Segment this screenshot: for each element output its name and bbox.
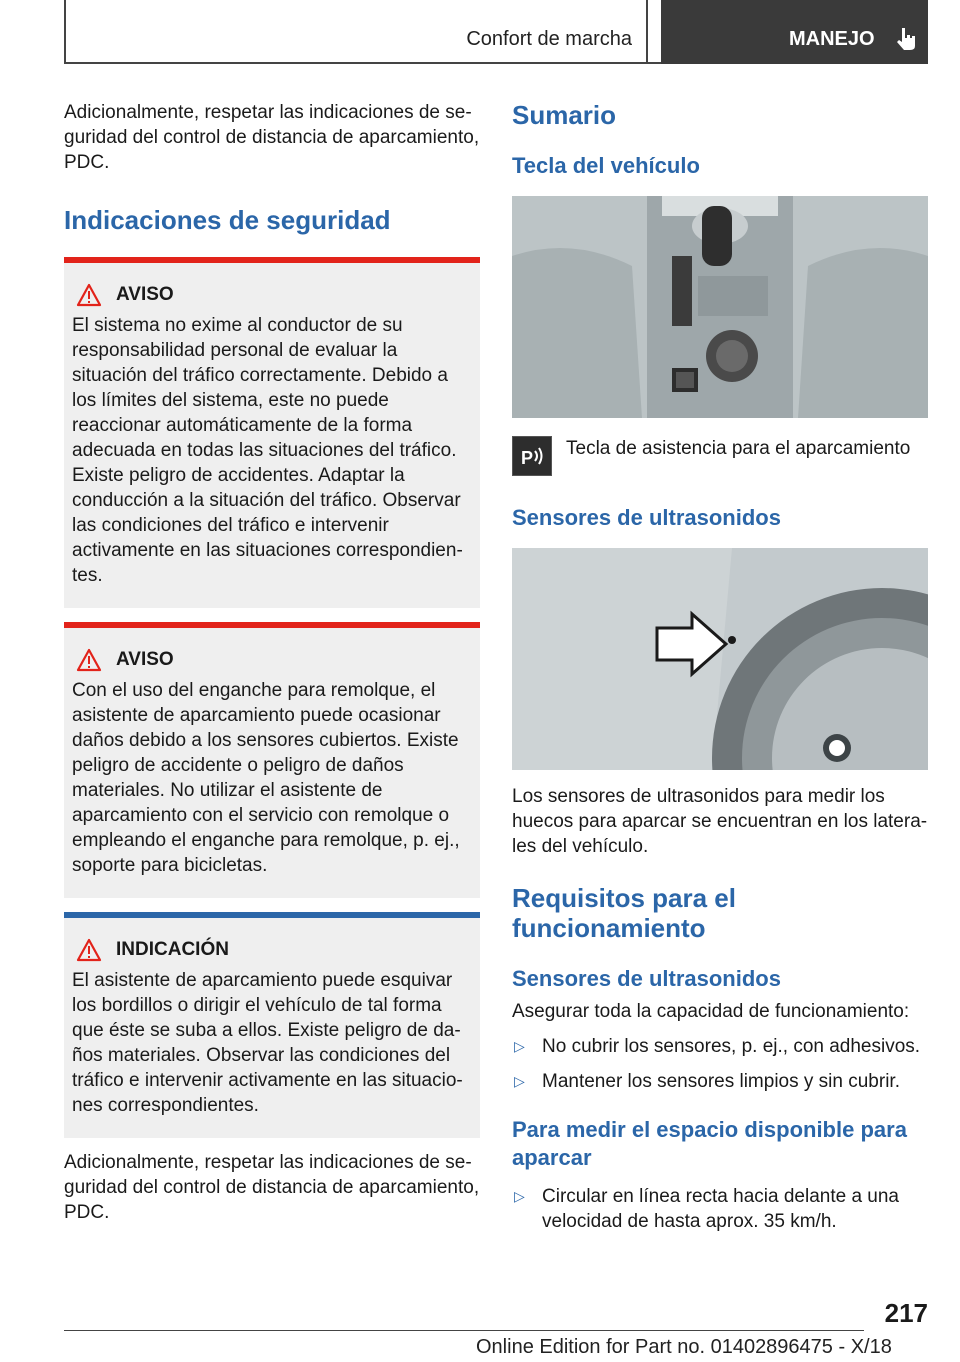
wheel-sensor-image [512,548,928,770]
center-console-illustration [512,196,928,418]
bullet-triangle-icon: ▷ [514,1073,525,1089]
warning-box-1 [64,257,480,608]
warning-box-1-title: AVISO [116,284,174,305]
intro-paragraph: Adicionalmente, respetar las indicaciones de seguridad del control de distancia de aparcamiento, PDC. [64,102,480,173]
safety-heading: Indicaciones de seguridad [64,205,391,235]
header-chapter-title: MANEJO [789,28,875,50]
summary-heading: Sumario [512,100,617,130]
vehicle-key-heading: Tecla del vehículo [512,153,700,178]
warning-triangle-icon [76,938,102,962]
list-item [512,1034,928,1059]
center-console-image [512,196,928,418]
warning-box-1-text: El sistema no exime al conductor de su responsabilidad personal de evaluar la situación del tráfico correctamente. Debido a los límites del sistema, este no puede reaccionar automáticamente de la forma adecuada en todas las situaciones del tráfico. Existe peligro de accidentes. Adaptar la conducción a la situación del tráfico. Observar las condiciones del tráfico e intervenir activamente en las situaciones correspondientes. [72,315,463,586]
header-chapter-tab [661,0,928,64]
outro-paragraph: Adicionalmente, respetar las indicaciones de seguridad del control de distancia de aparcamiento, PDC. [64,1152,480,1223]
svg-text:P: P [521,448,534,468]
hand-pointer-icon [893,26,919,52]
warning-box-2-text: Con el uso del enganche para remolque, el asistente de aparcamiento puede ocasionar daños debido a los sensores cubiertos. Existe peligro de accidente o peligro de daños materiales. No utilizar el asistente de aparcamiento con el servicio con remolque o empleando el enganche para remolque, p. ej., soporte para bicicletas. [72,680,460,876]
info-box-title: INDICACIÓN [116,939,229,960]
info-box [64,912,480,1138]
bullet-triangle-icon: ▷ [514,1038,525,1054]
list-item [512,1069,928,1094]
page-number: 217 [884,1298,928,1328]
list-item-text: Circular en línea recta hacia delante a una velocidad de hasta aprox. 35 km/h. [542,1186,900,1232]
requirements-heading: Requisitos para el funcionamiento [512,883,736,943]
parking-assist-button-icon [512,436,552,476]
right-column [512,100,928,1234]
header-section [400,0,648,64]
footer-rule [64,1330,864,1331]
list-item-text: No cubrir los sensores, p. ej., con adhesivos. [542,1036,921,1057]
sensors-description: Los sensores de ultrasonidos para medir los huecos para aparcar se encuentran en los laterales del vehículo. [512,786,928,857]
list-item [512,1184,928,1234]
warning-box-2-title: AVISO [116,649,174,670]
left-column [64,100,480,1225]
bullet-triangle-icon: ▷ [514,1188,525,1204]
ultrasonic-heading: Sensores de ultrasonidos [512,505,781,530]
parking-key-caption: Tecla de asistencia para el aparcamiento [566,438,911,459]
parking-key-row [512,436,928,476]
requirements-intro: Asegurar toda la capacidad de funcionamiento: [512,1001,910,1022]
footer-edition: Online Edition for Part no. 01402896475 - X/18 [476,1336,892,1358]
wheel-sensor-illustration [512,548,928,770]
info-box-text: El asistente de aparcamiento puede esquivar los bordillos o dirigir el vehículo de tal forma que éste se suba a ellos. Existe peligro de daños materiales. Observar las condiciones del tráfico e intervenir activamente en las situaciones correspondientes. [72,970,463,1116]
list-item-text: Mantener los sensores limpios y sin cubrir. [542,1071,900,1092]
header-section-title: Confort de marcha [466,28,632,50]
warning-triangle-icon [76,648,102,672]
measure-heading: Para medir el espacio disponible para aparcar [512,1117,907,1170]
warning-box-2 [64,622,480,898]
ultrasonic-req-heading: Sensores de ultrasonidos [512,966,781,991]
warning-triangle-icon [76,283,102,307]
